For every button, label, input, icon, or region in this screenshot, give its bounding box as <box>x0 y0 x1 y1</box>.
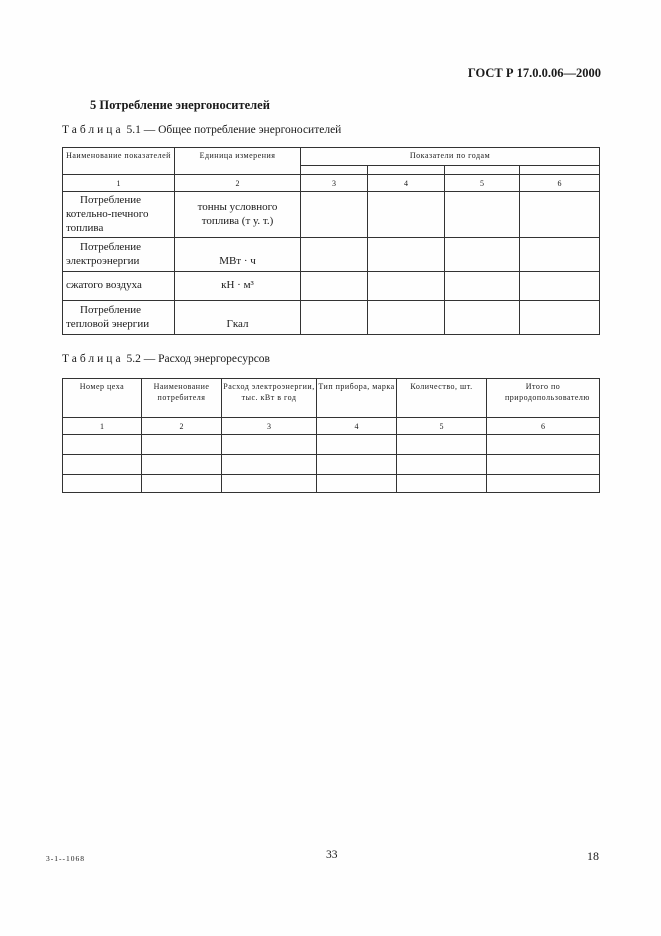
table2-col-number: 6 <box>487 418 600 435</box>
table2-col-number: 1 <box>63 418 142 435</box>
table2-header: Номер цеха <box>63 379 142 418</box>
table2-col-number: 2 <box>142 418 222 435</box>
table1-caption-label: Таблица <box>62 124 124 136</box>
table1-row-unit: МВт · ч <box>175 238 301 272</box>
table-energy-consumption <box>62 147 600 335</box>
table1-caption <box>62 124 341 136</box>
table1-col-number: 1 <box>63 175 175 192</box>
table1-col-number: 6 <box>520 175 600 192</box>
table1-year-cell <box>368 166 445 175</box>
table1-row-unit: кН · м³ <box>175 272 301 301</box>
table1-year-cell <box>301 166 368 175</box>
table2-caption <box>62 353 270 365</box>
table-row <box>63 435 600 455</box>
table1-year-cell <box>520 166 600 175</box>
table1-col-number: 4 <box>368 175 445 192</box>
table1-year-cell <box>445 166 520 175</box>
table1-header-years: Показатели по годам <box>301 148 600 166</box>
table2-header: Наименование потребителя <box>142 379 222 418</box>
table2-header: Тип прибора, марка <box>317 379 397 418</box>
table1-col-number: 5 <box>445 175 520 192</box>
table2-col-number: 5 <box>397 418 487 435</box>
table1-col-number: 3 <box>301 175 368 192</box>
table1-caption-text: 5.1 — Общее потребление энергоносителей <box>126 124 342 136</box>
table1-row-unit: тонны условного топлива (т у. т.) <box>175 192 301 238</box>
table2-header: Количество, шт. <box>397 379 487 418</box>
table-row <box>63 455 600 475</box>
table2-header: Итого по природопользователю <box>487 379 600 418</box>
table2-header: Расход электроэнергии, тыс. кВт в год <box>222 379 317 418</box>
table2-col-number: 4 <box>317 418 397 435</box>
table2-caption-text: 5.2 — Расход энергоресурсов <box>126 353 270 365</box>
table2-caption-label: Таблица <box>62 353 124 365</box>
table1-row-unit: Гкал <box>175 301 301 335</box>
table1-row-name: сжатого воздуха <box>63 272 175 301</box>
table2-col-number: 3 <box>222 418 317 435</box>
document-code: ГОСТ Р 17.0.0.06—2000 <box>467 66 601 80</box>
page-number-center: 33 <box>326 849 338 861</box>
table1-col-number: 2 <box>175 175 301 192</box>
section-title: 5 Потребление энергоносителей <box>90 98 270 112</box>
table1-header-name: Наименование показателей <box>63 148 175 175</box>
table1-header-unit: Единица измерения <box>175 148 301 175</box>
table1-row-name: Потребление тепловой энергии <box>63 301 175 335</box>
print-code: 3-1--1068 <box>46 854 85 863</box>
table-row <box>63 475 600 493</box>
table1-row-name: Потребление электроэнергии <box>63 238 175 272</box>
table1-row-name: Потребление котельно-печного топлива <box>63 192 175 238</box>
table-energy-resources <box>62 378 600 493</box>
page-number-right: 18 <box>587 849 599 863</box>
